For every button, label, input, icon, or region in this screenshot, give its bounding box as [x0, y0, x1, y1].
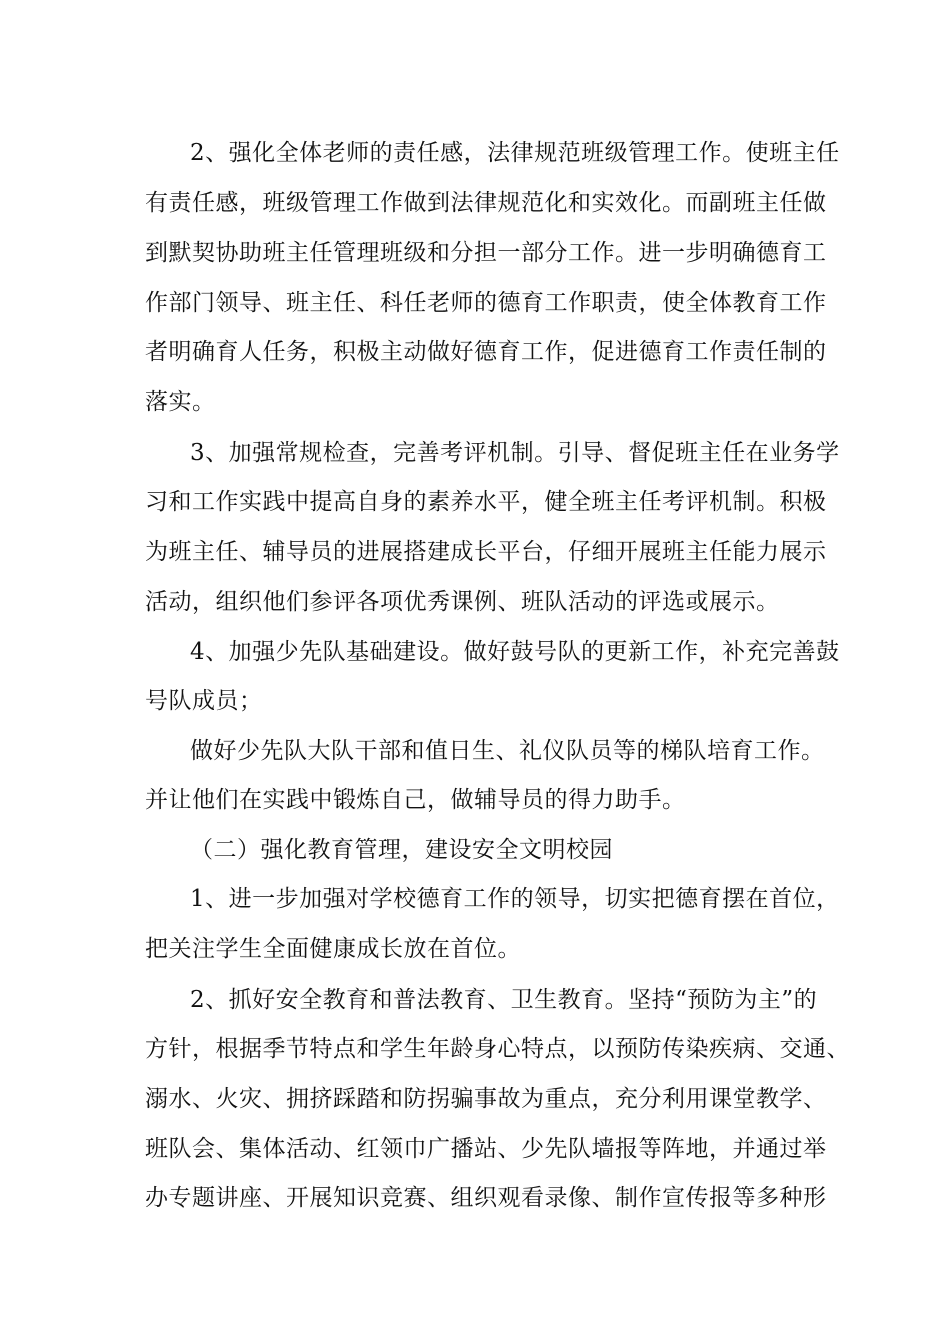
paragraph-line: 习和工作实践中提高自身的素养水平，健全班主任考评机制。积极 [145, 489, 827, 515]
paragraph-line: 者明确育人任务，积极主动做好德育工作，促进德育工作责任制的 [145, 339, 827, 365]
paragraph-line: 溺水、火灾、拥挤踩踏和防拐骗事故为重点，充分利用课堂教学、 [145, 1086, 827, 1112]
paragraph-line: 作部门领导、班主任、科任老师的德育工作职责，使全体教育工作 [145, 290, 827, 316]
paragraph-line: 把关注学生全面健康成长放在首位。 [145, 936, 521, 962]
paragraph-line: 方针，根据季节特点和学生年龄身心特点，以预防传染疾病、交通、 [145, 1036, 850, 1062]
paragraph-line: 1、进一步加强对学校德育工作的领导，切实把德育摆在首位， [190, 886, 840, 912]
paragraph-line: 有责任感，班级管理工作做到法律规范化和实效化。而副班主任做 [145, 190, 827, 216]
paragraph-line: 号队成员； [145, 688, 263, 714]
paragraph-line: 2、强化全体老师的责任感，法律规范班级管理工作。使班主任 [190, 140, 840, 166]
paragraph-line: 活动，组织他们参评各项优秀课例、班队活动的评选或展示。 [145, 589, 780, 615]
paragraph-line: 4、加强少先队基础建设。做好鼓号队的更新工作，补充完善鼓 [190, 639, 840, 665]
paragraph-line: 为班主任、辅导员的进展搭建成长平台，仔细开展班主任能力展示 [145, 539, 827, 565]
paragraph-line: 落实。 [145, 389, 216, 415]
paragraph-line: 做好少先队大队干部和值日生、礼仪队员等的梯队培育工作。 [190, 738, 825, 764]
paragraph-line: 到默契协助班主任管理班级和分担一部分工作。进一步明确德育工 [145, 240, 827, 266]
paragraph-line: 2、抓好安全教育和普法教育、卫生教育。坚持“预防为主”的 [190, 987, 818, 1013]
section-heading: （二）强化教育管理，建设安全文明校园 [190, 837, 613, 863]
paragraph-line: 办专题讲座、开展知识竞赛、组织观看录像、制作宣传报等多种形 [145, 1185, 827, 1211]
paragraph-line: 3、加强常规检查，完善考评机制。引导、督促班主任在业务学 [190, 440, 840, 466]
paragraph-line: 并让他们在实践中锻炼自己，做辅导员的得力助手。 [145, 787, 686, 813]
paragraph-line: 班队会、集体活动、红领巾广播站、少先队墙报等阵地，并通过举 [145, 1136, 827, 1162]
